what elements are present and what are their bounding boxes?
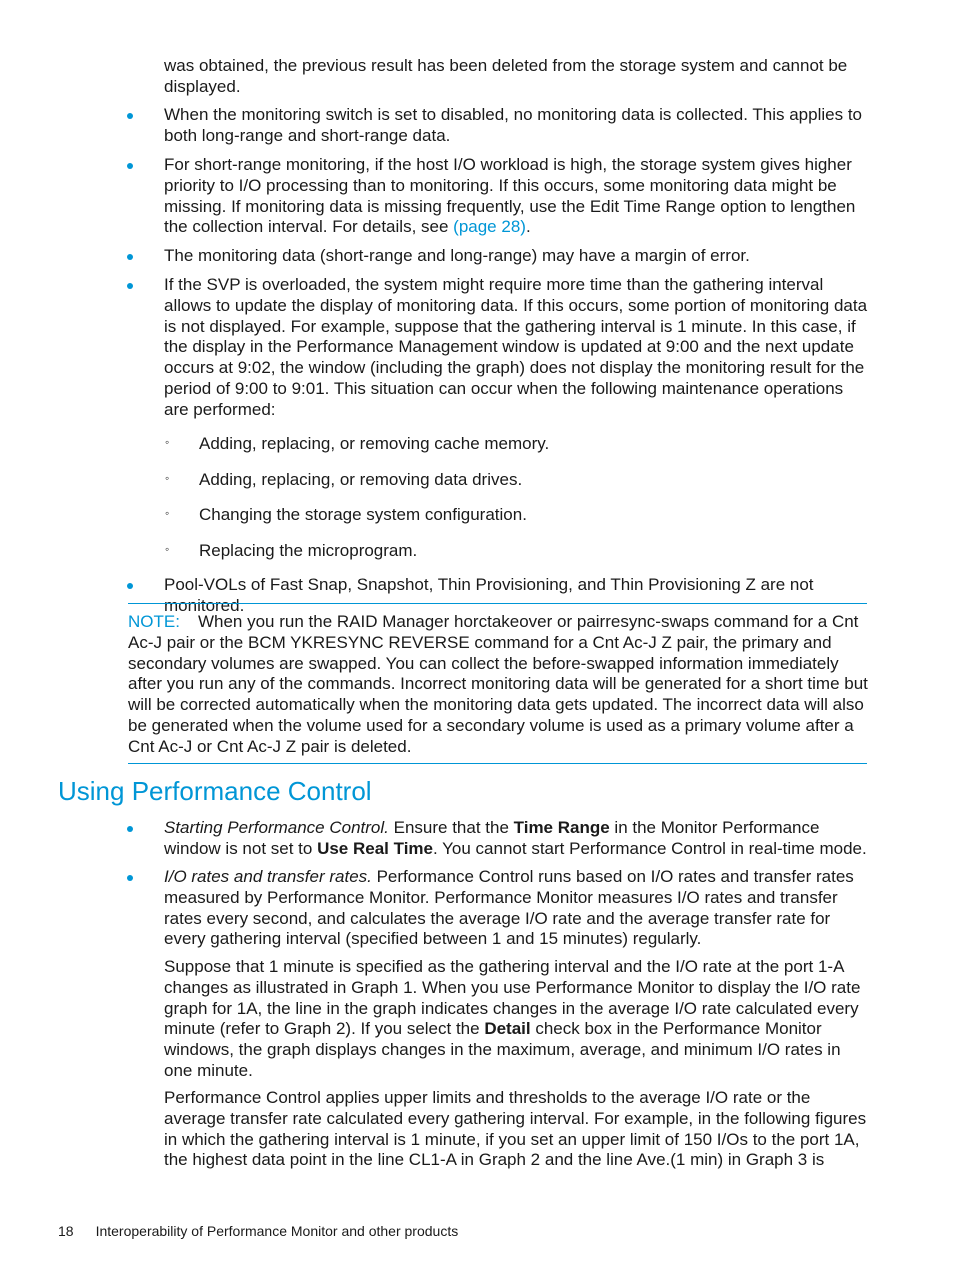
bullet-dot-icon — [127, 283, 133, 289]
circle-bullet-icon: ◦ — [165, 471, 170, 485]
page-link[interactable]: (page 28) — [453, 217, 526, 237]
bullet-starting-performance-control — [164, 818, 868, 860]
paragraph-graph-explanation — [164, 957, 868, 1082]
bullet-dot-icon — [127, 163, 133, 169]
bullet-monitoring-switch — [164, 105, 868, 147]
use-real-time-term: Use Real Time — [317, 838, 433, 858]
bullet-text: If the SVP is overloaded, the system might require more time than the gathering interval allows to update the display of monitoring data. If this occurs, some portion of monitoring data is not displayed. For example, suppose that the gathering interval is 1 minute. In this case, if the display in the Performance Management window is updated at 9:00 and the next update occurs at 9:02, the window (including the graph) does not display the monitoring result for the period of 9:00 to 9:01. This situation can occur when the following maintenance operations are performed: — [164, 275, 868, 419]
sub-bullet-config — [165, 505, 859, 526]
circle-bullet-icon: ◦ — [165, 435, 170, 449]
page-number: 18 — [58, 1223, 74, 1239]
note-text: When you run the RAID Manager horctakeover or pairresync-swaps command for a Cnt Ac-J pair or the BCM YKRESYNC REVERSE command for a Cnt Ac-J Z pair, the primary and secondary volumes are swapped. You can collect the before-swapped information immediately after you run any of the commands. Incorrect monitoring data will be generated for a short time but will be corrected automatically when the monitoring data gets updated. The incorrect data will also be generated when the volume used for a secondary volume is used as a primary volume after a Cnt Ac-J or Cnt Ac-J Z pair is deleted. — [128, 612, 868, 756]
bullet-text: in the Monitor Performance window is not set to — [164, 818, 820, 858]
bullet-text: . You cannot start Performance Control in real-time mode. — [433, 838, 867, 858]
bullet-dot-icon — [127, 826, 133, 832]
sub-bullet-text: Adding, replacing, or removing cache memory. — [199, 434, 550, 453]
sub-bullet-text: Adding, replacing, or removing data drives. — [199, 470, 523, 489]
bullet-text: Pool-VOLs of Fast Snap, Snapshot, Thin Provisioning, and Thin Provisioning Z are not monitored. — [164, 575, 814, 615]
bullet-dot-icon — [127, 113, 133, 119]
bullet-text-end: . — [525, 217, 531, 237]
bullet-text: When the monitoring switch is set to disabled, no monitoring data is collected. This applies to both long-range and short-range data. — [164, 105, 862, 145]
bullet-pool-vols — [164, 575, 868, 617]
bullet-short-range — [164, 155, 868, 238]
circle-bullet-icon: ◦ — [165, 506, 170, 520]
bullet-text: The monitoring data (short-range and long-range) may have a margin of error. — [164, 246, 750, 265]
paragraph-text: check box in the Performance Monitor windows, the graph displays changes in the maximum, average, and minimum I/O rates in one minute. — [164, 1019, 841, 1080]
paragraph-upper-limits: Performance Control applies upper limits and thresholds to the average I/O rate or the average transfer rate calculated every gathering interval. For example, in the following figures in which the gathering interval is 1 minute, if you set an upper limit of 150 I/Os to the port 1A, the highest data point in the line CL1-A in Graph 2 and the line Ave.(1 min) in Graph 3 is — [164, 1088, 867, 1170]
sub-bullet-text: Replacing the microprogram. — [199, 541, 418, 560]
sub-bullet-text: Changing the storage system configuration. — [199, 505, 527, 524]
bullet-margin-of-error — [164, 246, 868, 267]
bullet-svp-overloaded — [164, 275, 868, 421]
paragraph-text: Suppose that 1 minute is specified as the gathering interval and the I/O rate at the port 1-A changes as illustrated in Graph 1. When you use Performance Monitor to display the I/O rate graph for 1A, the line in the graph indicates changes in the average I/O rate calculated every minute (refer to Graph 2). If you select the — [164, 957, 861, 1039]
bullet-io-rates — [164, 867, 868, 950]
sub-bullet-microprogram — [165, 541, 859, 562]
bullet-text: Performance Control runs based on I/O rates and transfer rates measured by Performance Monitor. Performance Monitor measures I/O rates and transfer rates every second, and calculates the average I/O rate and the average transfer rate for every gathering interval (specified between 1 and 15 minutes) regularly. — [164, 867, 854, 949]
continued-paragraph: was obtained, the previous result has been deleted from the storage system and cannot be displayed. — [164, 56, 848, 96]
circle-bullet-icon: ◦ — [165, 542, 170, 556]
bullet-text: For short-range monitoring, if the host I/O workload is high, the storage system gives higher priority to I/O processing than to monitoring. If this occurs, some monitoring data might be missing. If monitoring data is missing frequently, use the Edit Time Range option to lengthen the collection interval. For details, see — [164, 155, 856, 237]
bullet-text: Ensure that the — [388, 818, 514, 837]
bullet-dot-icon — [127, 583, 133, 589]
bullet-lead: Starting Performance Control. — [164, 818, 389, 837]
bullet-dot-icon — [127, 254, 133, 260]
page-footer — [58, 1223, 458, 1239]
note-top-rule — [128, 603, 867, 604]
sub-bullet-drives — [165, 470, 859, 491]
note-box — [128, 612, 868, 758]
sub-bullet-cache — [165, 434, 859, 455]
section-heading: Using Performance Control — [58, 776, 372, 806]
detail-term: Detail — [484, 1019, 531, 1039]
footer-title: Interoperability of Performance Monitor and other products — [95, 1223, 459, 1239]
time-range-term: Time Range — [513, 818, 610, 837]
bullet-dot-icon — [127, 875, 133, 881]
note-bottom-rule — [128, 763, 867, 764]
note-label: NOTE: — [128, 612, 180, 631]
bullet-lead: I/O rates and transfer rates. — [164, 867, 372, 886]
